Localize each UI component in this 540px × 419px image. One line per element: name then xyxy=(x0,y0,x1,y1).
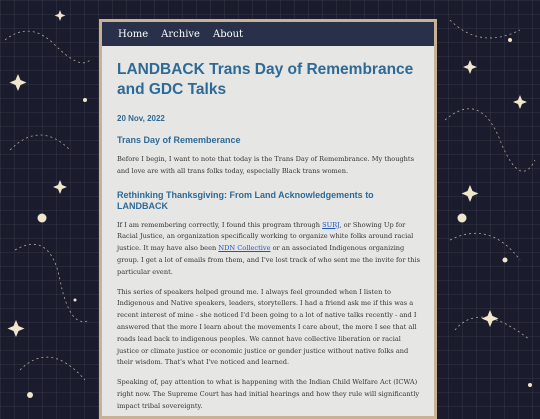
dot-star xyxy=(74,299,77,302)
post-title: LANDBACK Trans Day of Remembrance and GDC Talks xyxy=(117,61,414,98)
star-icon xyxy=(53,180,67,194)
top-navbar xyxy=(102,22,434,46)
star-icon xyxy=(8,320,25,337)
star-icon xyxy=(482,310,499,327)
surj-link[interactable]: SURJ xyxy=(322,220,340,229)
page-card xyxy=(102,22,434,416)
dot-star xyxy=(38,214,47,223)
dashed-trail xyxy=(450,20,520,38)
nav-home-link[interactable]: Home xyxy=(118,28,149,40)
section-heading-thanksgiving: Rethinking Thanksgiving: From Land Acknowledgements to LANDBACK xyxy=(117,189,374,211)
section-heading-tdor: Trans Day of Rememberance xyxy=(117,135,241,145)
paragraph-program xyxy=(117,220,420,279)
star-icon xyxy=(513,95,527,109)
post-date: 20 Nov, 2022 xyxy=(117,114,165,123)
dot-star xyxy=(503,258,508,263)
dashed-trail xyxy=(445,109,535,172)
paragraph-speakers: This series of speakers helped ground me. I always feel grounded when I listen to Indigenous and Native speakers, leaders, storytellers. I had a friend ask me if this was a recent interest of mine - she noticed I'd been going to a lot of native talks recently - and I answered that the more I learn about the movements I care about, the more I see that all roads lead back to indigenous peoples. We cannot have collective liberation or racial justice or climate justice or economic justice or gender justice without native folks and their wisdom. That's what I've noticed and learned. xyxy=(117,287,417,367)
dot-star xyxy=(508,38,512,42)
dashed-trail xyxy=(20,357,85,380)
dashed-trail xyxy=(450,233,520,260)
paragraph-text: or an associated Indigenous organizing group. I get a lot of emails from them, and I've lost track of who sent me the invite for this particular event. xyxy=(117,244,420,276)
dot-star xyxy=(83,98,87,102)
ndn-collective-link[interactable]: NDN Collective xyxy=(218,244,271,253)
dashed-trail xyxy=(15,244,90,321)
star-icon xyxy=(55,10,66,21)
post-content xyxy=(102,46,434,413)
paragraph-text: , or Showing Up for Racial Justice, an organization specifically working to organize white folks around racial justice. It may have also been xyxy=(117,220,414,253)
nav-about-link[interactable]: About xyxy=(212,28,244,40)
paragraph-tdor: Before I begin, I want to note that today is the Trans Day of Remembrance. My thoughts and love are with all trans folks today, especially Black trans women. xyxy=(117,155,414,175)
nav-archive-link[interactable]: Archive xyxy=(161,28,200,40)
dashed-trail xyxy=(5,31,90,63)
star-icon xyxy=(10,74,27,91)
content-frame xyxy=(99,19,437,419)
paragraph-text: If I am remembering correctly, I found this program through xyxy=(117,220,323,229)
dot-star xyxy=(458,214,467,223)
star-icon xyxy=(463,60,477,74)
dashed-trail xyxy=(10,135,70,150)
dot-star xyxy=(528,383,532,387)
star-icon xyxy=(462,185,479,202)
paragraph-icwa: Speaking of, pay attention to what is happening with the Indian Child Welfare Act (ICWA) right now. The Supreme Court has had initial hearings and how they rule will significantly impact tribal sovereignty. xyxy=(117,378,420,410)
dot-star xyxy=(27,392,33,398)
